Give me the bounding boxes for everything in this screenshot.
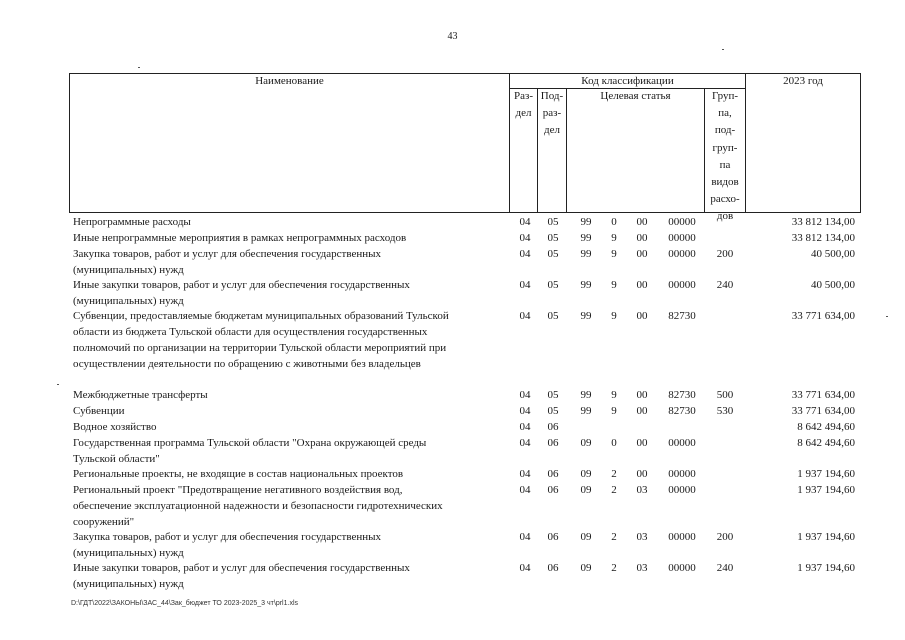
header-subsection-line: дел — [544, 124, 560, 137]
cell-podrazdel: 05 — [547, 279, 559, 291]
cell-cs3: 00 — [636, 216, 648, 228]
cell-razdel: 04 — [519, 216, 531, 228]
header-expense-group-line: па — [719, 158, 731, 171]
cell-cs4: 00000 — [668, 562, 696, 574]
cell-cs3: 00 — [636, 405, 648, 417]
row-name-line: области из бюджета Тульской области для осуществления государственных — [73, 326, 428, 338]
cell-razdel: 04 — [519, 484, 531, 496]
row-name — [73, 246, 503, 278]
page-number: 43 — [447, 31, 458, 42]
row-name-line: Иные непрограммные мероприятия в рамках непрограммных расходов — [73, 232, 407, 244]
row-name-line: обеспечение эксплуатационной надежности и безопасности гидротехнических — [73, 500, 443, 512]
row-name — [73, 214, 503, 230]
cell-cs1: 99 — [580, 232, 592, 244]
row-name-line: Государственная программа Тульской области "Охрана окружающей среды — [73, 437, 427, 449]
row-name — [73, 560, 503, 592]
cell-cs1: 99 — [580, 405, 592, 417]
cell-cs2: 9 — [611, 310, 617, 322]
cell-cs1: 99 — [580, 310, 592, 322]
header-expense-group-line: па, — [718, 107, 732, 120]
cell-podrazdel: 06 — [547, 437, 559, 449]
cell-podrazdel: 05 — [547, 389, 559, 401]
row-name-line: (муниципальных) нужд — [73, 547, 184, 559]
header-expense-group-line: видов — [711, 176, 739, 189]
row-name-line: Субвенции, предоставляемые бюджетам муниципальных образований Тульской — [73, 310, 449, 322]
cell-razdel: 04 — [519, 389, 531, 401]
cell-cs2: 2 — [611, 531, 617, 543]
cell-podrazdel: 05 — [547, 405, 559, 417]
cell-podrazdel: 06 — [547, 468, 559, 480]
row-name-line: (муниципальных) нужд — [73, 578, 184, 590]
cell-cs2: 9 — [611, 248, 617, 260]
cell-cs1: 99 — [580, 389, 592, 401]
cell-vr: 200 — [716, 531, 734, 543]
row-name — [73, 482, 503, 530]
cell-amount: 40 500,00 — [811, 279, 855, 291]
row-name-line: Иные закупки товаров, работ и услуг для обеспечения государственных — [73, 279, 410, 291]
cell-cs3: 03 — [636, 562, 648, 574]
cell-cs2: 0 — [611, 216, 617, 228]
cell-cs3: 00 — [636, 279, 648, 291]
cell-podrazdel: 06 — [547, 421, 559, 433]
scan-speck — [138, 67, 140, 68]
cell-cs4: 82730 — [668, 389, 696, 401]
cell-amount: 33 771 634,00 — [791, 389, 855, 401]
header-right-border — [860, 73, 861, 213]
header-subsection-line: Под- — [540, 90, 564, 102]
header-left-border — [69, 73, 70, 213]
cell-cs3: 00 — [636, 437, 648, 449]
cell-cs4: 00000 — [668, 437, 696, 449]
row-name — [73, 387, 503, 403]
row-name-line: Региональный проект "Предотвращение негативного воздействия вод, — [73, 484, 403, 496]
cell-cs4: 82730 — [668, 405, 696, 417]
cell-razdel: 04 — [519, 531, 531, 543]
cell-cs4: 82730 — [668, 310, 696, 322]
row-name-line: Межбюджетные трансферты — [73, 389, 208, 401]
row-name-line: сооружений" — [73, 516, 135, 528]
cell-podrazdel: 06 — [547, 562, 559, 574]
scan-speck — [722, 49, 724, 50]
cell-cs3: 00 — [636, 248, 648, 260]
row-name — [73, 230, 503, 246]
cell-cs3: 03 — [636, 484, 648, 496]
header-target-article: Целевая статья — [600, 90, 671, 102]
header-name: Наименование — [255, 75, 324, 87]
row-name — [73, 419, 503, 435]
cell-cs4: 00000 — [668, 468, 696, 480]
cell-cs2: 0 — [611, 437, 617, 449]
header-expense-group-line: расхо- — [710, 193, 740, 206]
row-name — [73, 308, 503, 372]
row-name-line: Иные закупки товаров, работ и услуг для обеспечения государственных — [73, 562, 410, 574]
cell-podrazdel: 06 — [547, 531, 559, 543]
cell-vr: 530 — [716, 405, 734, 417]
row-name-line: Закупка товаров, работ и услуг для обеспечения государственных — [73, 248, 382, 260]
cell-cs1: 09 — [580, 437, 592, 449]
header-expense-group — [705, 88, 745, 226]
cell-cs2: 9 — [611, 279, 617, 291]
cell-razdel: 04 — [519, 310, 531, 322]
cell-cs1: 99 — [580, 216, 592, 228]
row-name-line: осуществлении деятельности по обращению с животными без владельцев — [73, 358, 421, 370]
cell-cs1: 09 — [580, 562, 592, 574]
cell-amount: 33 771 634,00 — [791, 310, 855, 322]
row-name-line: Субвенции — [73, 405, 125, 417]
cell-cs4: 00000 — [668, 232, 696, 244]
row-name — [73, 529, 503, 561]
header-expense-group-line: Груп- — [711, 90, 739, 102]
cell-cs4: 00000 — [668, 531, 696, 543]
cell-amount: 1 937 194,60 — [797, 562, 855, 574]
header-subsection-line: раз- — [542, 107, 562, 120]
row-name — [73, 403, 503, 419]
row-name-line: Непрограммные расходы — [73, 216, 191, 228]
row-name-line: (муниципальных) нужд — [73, 295, 184, 307]
row-name-line: (муниципальных) нужд — [73, 264, 184, 276]
cell-cs1: 99 — [580, 248, 592, 260]
cell-vr: 240 — [716, 279, 734, 291]
row-name-line: Региональные проекты, не входящие в состав национальных проектов — [73, 468, 404, 480]
scan-speck — [886, 316, 888, 317]
row-name — [73, 466, 503, 482]
cell-razdel: 04 — [519, 232, 531, 244]
row-name-line: Закупка товаров, работ и услуг для обеспечения государственных — [73, 531, 382, 543]
cell-cs3: 00 — [636, 389, 648, 401]
cell-razdel: 04 — [519, 248, 531, 260]
cell-podrazdel: 06 — [547, 484, 559, 496]
header-section-line: дел — [515, 107, 532, 120]
cell-cs1: 09 — [580, 531, 592, 543]
header-subsection — [538, 88, 566, 140]
row-name — [73, 435, 503, 467]
cell-podrazdel: 05 — [547, 248, 559, 260]
cell-razdel: 04 — [519, 405, 531, 417]
cell-razdel: 04 — [519, 468, 531, 480]
cell-amount: 1 937 194,60 — [797, 484, 855, 496]
cell-razdel: 04 — [519, 562, 531, 574]
cell-cs4: 00000 — [668, 216, 696, 228]
header-section — [510, 88, 537, 122]
cell-cs1: 99 — [580, 279, 592, 291]
cell-razdel: 04 — [519, 437, 531, 449]
cell-amount: 33 771 634,00 — [791, 405, 855, 417]
cell-cs3: 03 — [636, 531, 648, 543]
cell-razdel: 04 — [519, 279, 531, 291]
cell-amount: 1 937 194,60 — [797, 531, 855, 543]
cell-cs1: 09 — [580, 468, 592, 480]
cell-amount: 8 642 494,60 — [797, 437, 855, 449]
header-classification-code: Код классификации — [581, 75, 674, 87]
cell-amount: 33 812 134,00 — [791, 232, 855, 244]
cell-cs2: 9 — [611, 232, 617, 244]
row-name-line: Тульской области" — [73, 453, 160, 465]
header-section-line: Раз- — [513, 90, 533, 102]
cell-vr: 500 — [716, 389, 734, 401]
row-name-line: полномочий по организации на территории Тульской области мероприятий при — [73, 342, 447, 354]
row-name — [73, 277, 503, 309]
cell-vr: 200 — [716, 248, 734, 260]
cell-cs2: 2 — [611, 484, 617, 496]
cell-cs2: 2 — [611, 468, 617, 480]
cell-vr: 240 — [716, 562, 734, 574]
cell-cs4: 00000 — [668, 279, 696, 291]
cell-cs1: 09 — [580, 484, 592, 496]
cell-cs2: 2 — [611, 562, 617, 574]
cell-amount: 40 500,00 — [811, 248, 855, 260]
header-expense-group-line: дов — [716, 210, 734, 223]
cell-cs3: 00 — [636, 310, 648, 322]
row-name-line: Водное хозяйство — [73, 421, 157, 433]
cell-amount: 1 937 194,60 — [797, 468, 855, 480]
cell-podrazdel: 05 — [547, 310, 559, 322]
cell-cs2: 9 — [611, 389, 617, 401]
header-podrazdel-divider — [566, 88, 567, 213]
footer-file-path: D:\ГДТ\2022\ЗАКОНЫ\ЗАС_44\Зак_бюджет ТО 2023-2025_3 чт\prl1.xls — [71, 600, 298, 607]
header-year: 2023 год — [783, 75, 823, 87]
header-expense-group-line: под- — [714, 124, 736, 137]
cell-cs3: 00 — [636, 232, 648, 244]
cell-cs3: 00 — [636, 468, 648, 480]
cell-cs2: 9 — [611, 405, 617, 417]
header-expense-group-line: груп- — [712, 141, 738, 154]
cell-podrazdel: 05 — [547, 216, 559, 228]
cell-podrazdel: 05 — [547, 232, 559, 244]
scan-speck — [57, 384, 59, 385]
cell-razdel: 04 — [519, 421, 531, 433]
header-code-divider — [745, 73, 746, 213]
cell-cs4: 00000 — [668, 248, 696, 260]
cell-amount: 33 812 134,00 — [791, 216, 855, 228]
cell-amount: 8 642 494,60 — [797, 421, 855, 433]
cell-cs4: 00000 — [668, 484, 696, 496]
